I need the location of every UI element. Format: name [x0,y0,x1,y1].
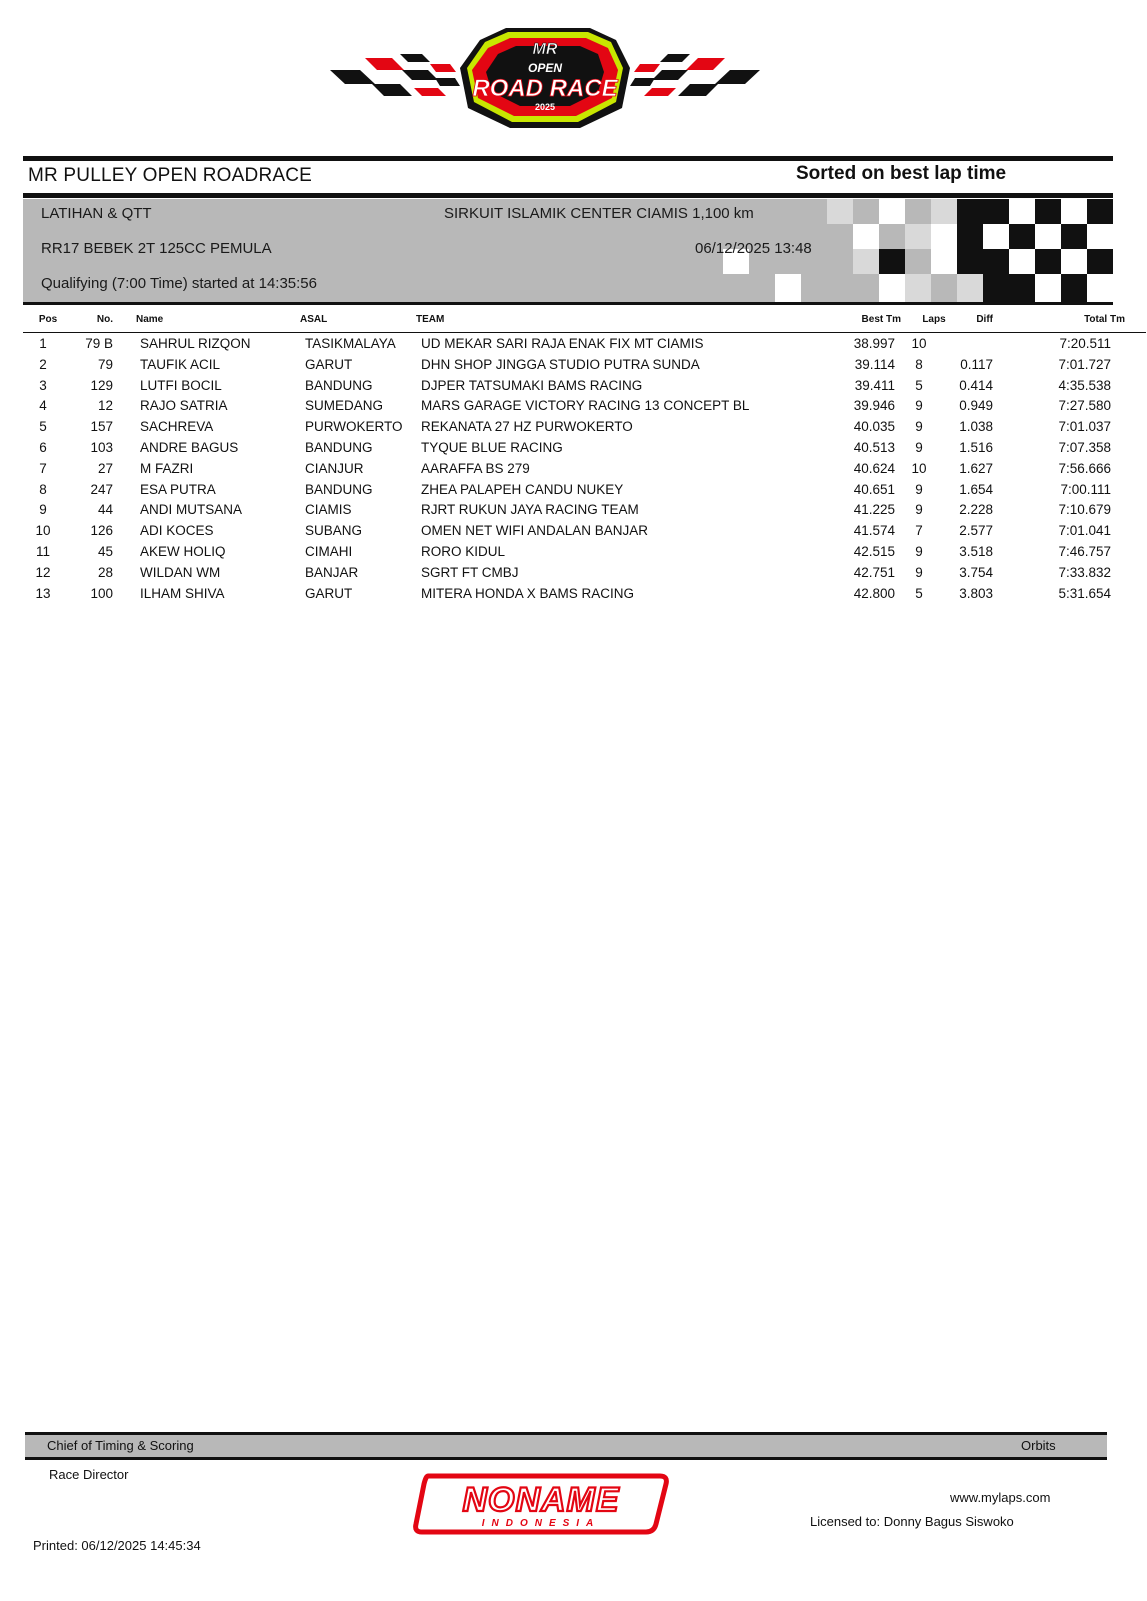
table-row [23,583,1146,604]
table-row [23,499,1146,520]
row-origin: BANJAR [305,564,359,580]
row-total-time: 7:56.666 [1058,460,1111,476]
license-info: Licensed to: Donny Bagus Siswoko [810,1514,1014,1529]
row-team: RORO KIDUL [421,543,506,559]
row-diff: 1.516 [959,439,993,455]
row-laps: 5 [915,585,923,601]
row-number: 12 [97,398,113,414]
row-number: 157 [90,419,113,435]
row-laps: 10 [911,336,927,351]
orbits-label: Orbits [1021,1438,1056,1453]
row-team: OMEN NET WIFI ANDALAN BANJAR [421,523,649,539]
row-pos: 12 [35,564,51,580]
row-number: 103 [90,439,113,455]
row-number: 129 [90,377,113,393]
header-diff: Diff [976,314,993,325]
table-row [23,479,1146,500]
row-laps: 5 [915,377,923,393]
session-name: LATIHAN & QTT [41,205,152,222]
row-pos: 10 [35,523,51,539]
printed-timestamp: Printed: 06/12/2025 14:45:34 [33,1538,201,1553]
footer-bar [25,1432,1107,1460]
row-origin: GARUT [305,585,353,601]
row-diff: 1.654 [959,481,993,497]
title-bottom-rule [23,193,1113,198]
row-origin: BANDUNG [305,439,373,455]
row-best-time: 39.946 [853,398,895,414]
row-pos: 6 [39,439,47,455]
row-diff: 3.754 [959,564,993,580]
row-laps: 9 [915,502,923,518]
table-row [23,437,1146,458]
row-total-time: 7:33.832 [1058,564,1111,580]
row-rider-name: ESA PUTRA [140,481,216,497]
table-row [23,375,1146,396]
table-row [23,458,1146,479]
checkered-wing-left-icon [330,54,460,96]
row-laps: 9 [915,481,923,497]
row-best-time: 40.513 [853,439,895,455]
results-table [23,314,1146,603]
row-rider-name: ADI KOCES [140,523,214,539]
session-info-panel [23,199,1113,302]
table-row [23,354,1146,375]
row-total-time: 4:35.538 [1058,377,1111,393]
race-director-label: Race Director [49,1467,129,1482]
row-laps: 9 [915,398,923,414]
row-total-time: 7:01.037 [1058,419,1111,435]
row-diff: 3.518 [959,543,993,559]
row-laps: 10 [911,460,927,476]
row-number: 44 [97,502,113,518]
row-rider-name: SAHRUL RIZQON [140,336,251,351]
row-total-time: 7:01.727 [1058,356,1111,372]
row-number: 100 [90,585,113,601]
row-rider-name: LUTFI BOCIL [140,377,222,393]
row-total-time: 7:46.757 [1058,543,1111,559]
row-total-time: 7:07.358 [1058,439,1111,455]
row-rider-name: AKEW HOLIQ [140,543,226,559]
row-number: 79 B [85,336,113,351]
row-pos: 8 [39,481,47,497]
row-origin: CIMAHI [305,543,353,559]
row-team: RJRT RUKUN JAYA RACING TEAM [421,502,639,518]
circuit-name: SIRKUIT ISLAMIK CENTER CIAMIS 1,100 km [444,205,754,222]
row-total-time: 7:27.580 [1058,398,1111,414]
row-diff: 0.949 [959,398,993,414]
row-best-time: 40.624 [853,460,895,476]
row-rider-name: ANDRE BAGUS [140,439,239,455]
row-origin: SUBANG [305,523,363,539]
row-number: 27 [97,460,113,476]
header-best-time: Best Tm [861,314,901,325]
header-asal: ASAL [300,314,328,325]
row-total-time: 7:10.679 [1058,502,1111,518]
header-name: Name [136,314,164,325]
logo-line1: OPEN [527,61,563,75]
session-datetime: 06/12/2025 13:48 [695,240,812,257]
table-row [23,520,1146,541]
row-origin: TASIKMALAYA [305,336,396,351]
row-total-time: 5:31.654 [1058,585,1111,601]
row-rider-name: SACHREVA [140,419,214,435]
logo-brand: MR [532,41,558,58]
row-laps: 7 [915,523,923,539]
row-origin: GARUT [305,356,353,372]
row-origin: BANDUNG [305,481,373,497]
row-team: UD MEKAR SARI RAJA ENAK FIX MT CIAMIS [421,336,704,351]
row-laps: 9 [915,564,923,580]
row-rider-name: M FAZRI [140,460,194,476]
table-row [23,562,1146,583]
header-total-time: Total Tm [1084,314,1125,325]
table-header [23,314,1146,333]
row-team: ZHEA PALAPEH CANDU NUKEY [421,481,624,497]
row-number: 126 [90,523,113,539]
row-diff: 0.414 [959,377,993,393]
row-pos: 7 [39,460,47,476]
row-best-time: 40.035 [853,419,895,435]
website-url: www.mylaps.com [950,1490,1051,1505]
row-rider-name: ANDI MUTSANA [140,502,243,518]
row-best-time: 38.997 [853,336,895,351]
header-no: No. [96,314,113,325]
header-laps: Laps [922,314,946,325]
road-race-logo [330,28,760,133]
row-pos: 1 [39,336,47,351]
row-pos: 9 [39,502,47,518]
row-total-time: 7:00.111 [1060,481,1111,497]
row-pos: 2 [39,356,47,372]
row-laps: 9 [915,419,923,435]
qualifying-info: Qualifying (7:00 Time) started at 14:35:56 [41,275,317,292]
row-best-time: 41.225 [853,502,895,518]
row-diff: 1.627 [959,460,993,476]
row-diff: 1.038 [959,419,993,435]
row-team: MARS GARAGE VICTORY RACING 13 CONCEPT BL [421,398,750,414]
row-best-time: 42.800 [853,585,895,601]
row-pos: 11 [35,543,50,559]
table-row [23,416,1146,437]
title-top-rule [23,156,1113,161]
row-diff: 0.117 [960,356,993,372]
noname-indonesia-logo [410,1472,672,1536]
row-total-time: 7:01.041 [1058,523,1111,539]
checkered-wing-right-icon [630,54,760,96]
row-number: 45 [97,543,113,559]
panel-bottom-rule [23,302,1113,305]
row-total-time: 7:20.511 [1059,336,1111,351]
row-rider-name: WILDAN WM [140,564,221,580]
row-origin: CIANJUR [305,460,364,476]
table-row [23,395,1146,416]
row-laps: 8 [915,356,923,372]
sponsor-logo-sub: INDONESIA [481,1518,601,1529]
row-pos: 4 [39,398,47,414]
row-best-time: 42.515 [853,543,895,559]
row-pos: 3 [39,377,47,393]
row-team: DHN SHOP JINGGA STUDIO PUTRA SUNDA [421,356,700,372]
row-number: 28 [97,564,113,580]
row-pos: 13 [35,585,51,601]
row-team: TYQUE BLUE RACING [421,439,563,455]
table-row [23,333,1146,354]
table-body [23,333,1146,603]
sponsor-logo-main: NONAME [462,1481,620,1519]
event-title: MR PULLEY OPEN ROADRACE [28,165,313,186]
row-best-time: 39.411 [854,377,895,393]
row-best-time: 41.574 [853,523,895,539]
row-diff: 2.577 [959,523,993,539]
row-origin: PURWOKERTO [305,419,403,435]
race-class: RR17 BEBEK 2T 125CC PEMULA [41,240,272,257]
row-laps: 9 [915,439,923,455]
chief-timing-label: Chief of Timing & Scoring [47,1438,194,1453]
logo-year: 2025 [534,102,556,112]
row-best-time: 42.751 [853,564,895,580]
row-rider-name: ILHAM SHIVA [140,585,225,601]
row-rider-name: RAJO SATRIA [140,398,228,414]
row-team: DJPER TATSUMAKI BAMS RACING [421,377,643,393]
row-best-time: 39.114 [854,356,895,372]
table-row [23,541,1146,562]
row-diff: 2.228 [959,502,993,518]
row-origin: CIAMIS [305,502,352,518]
row-team: REKANATA 27 HZ PURWOKERTO [421,419,633,435]
header-pos: Pos [38,314,58,325]
logo-line2: ROAD RACE [472,75,618,102]
header-team: TEAM [416,314,445,325]
row-number: 247 [90,481,113,497]
row-laps: 9 [915,543,923,559]
row-team: AARAFFA BS 279 [421,460,530,476]
row-diff: 3.803 [959,585,993,601]
sort-note: Sorted on best lap time [796,163,1007,184]
row-team: MITERA HONDA X BAMS RACING [421,585,635,601]
row-best-time: 40.651 [853,481,895,497]
row-origin: BANDUNG [305,377,373,393]
row-origin: SUMEDANG [305,398,384,414]
row-pos: 5 [39,419,47,435]
row-rider-name: TAUFIK ACIL [140,356,221,372]
row-number: 79 [97,356,113,372]
row-team: SGRT FT CMBJ [421,564,519,580]
